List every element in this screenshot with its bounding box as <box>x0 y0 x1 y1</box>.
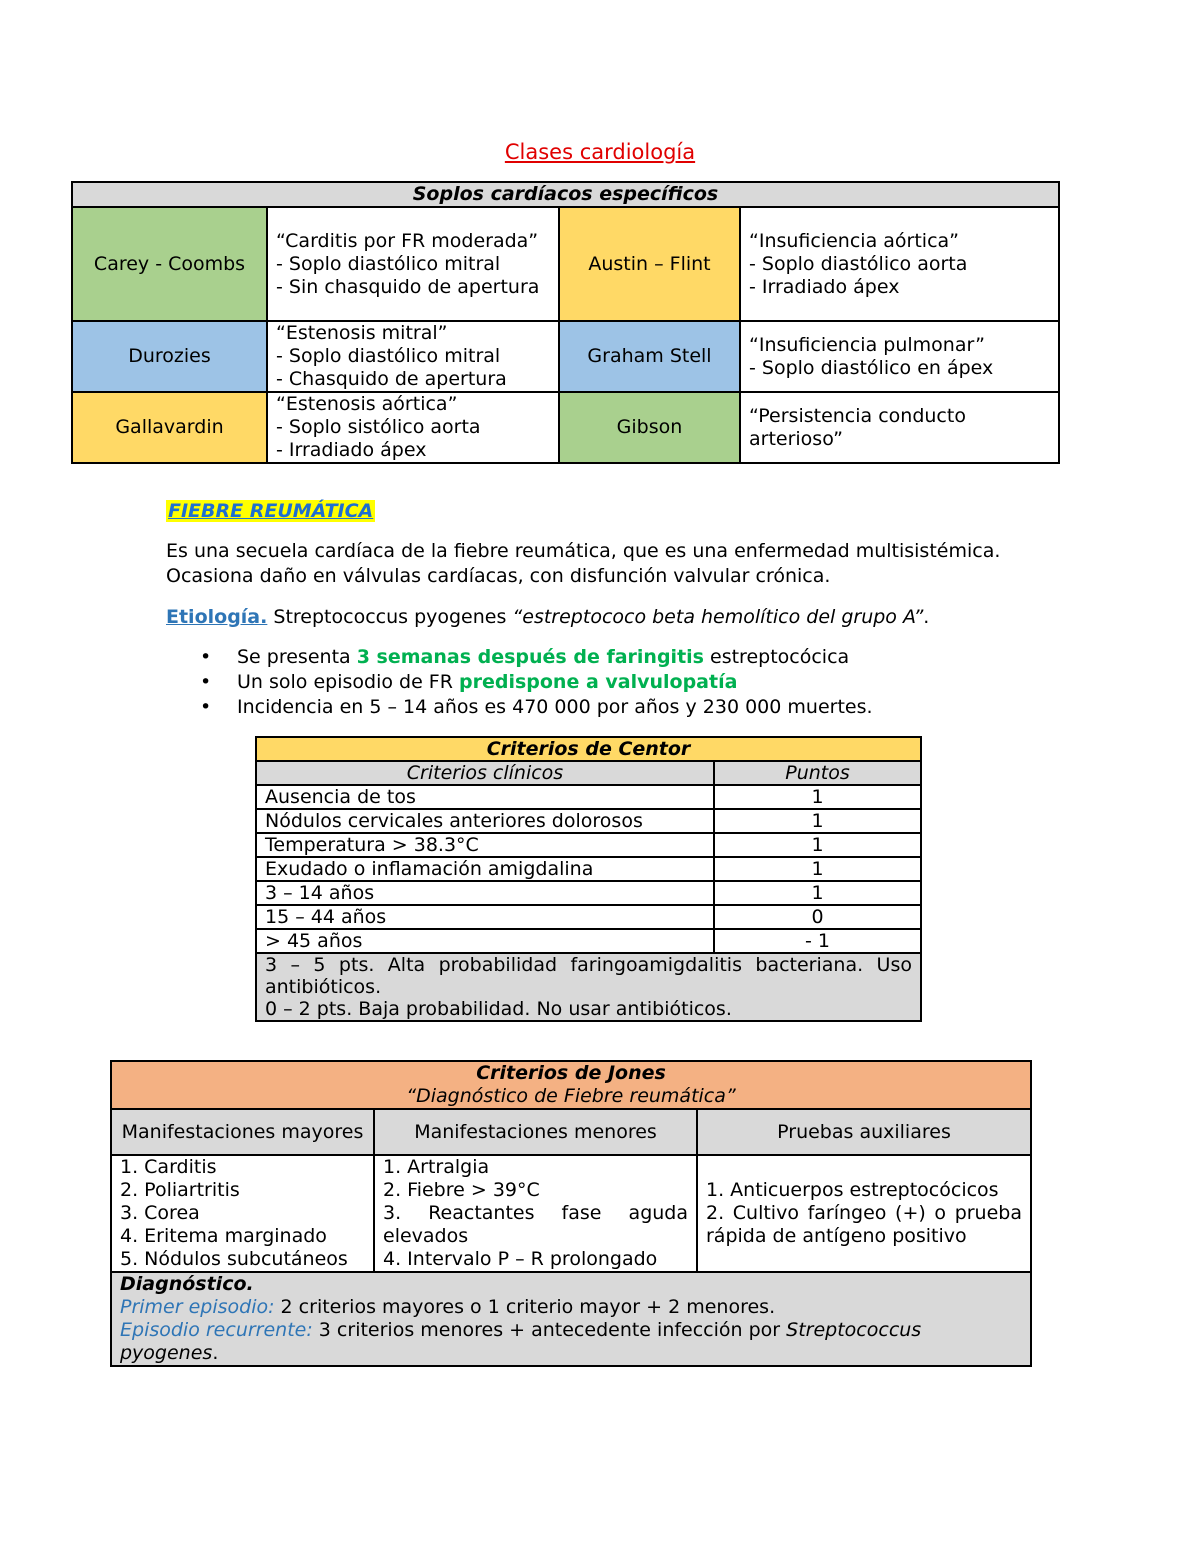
table-row <box>256 833 921 857</box>
jones-col-pruebas: Pruebas auxiliares <box>697 1109 1031 1155</box>
table-row <box>256 785 921 809</box>
table-row <box>256 929 921 953</box>
murmur-desc <box>267 321 559 392</box>
murmur-name: Austin – Flint <box>559 207 740 321</box>
bullet-highlight: predispone a valvulopatía <box>458 671 738 693</box>
desc-line: - Soplo diastólico mitral <box>276 252 501 275</box>
murmur-name: Durozies <box>72 321 267 392</box>
list-item: 5. Nódulos subcutáneos <box>120 1248 348 1270</box>
murmurs-table <box>71 181 1060 464</box>
etiology-paragraph <box>166 605 1066 630</box>
first-label: Primer episodio: <box>120 1296 275 1318</box>
desc-line: “Persistencia conducto arterioso” <box>749 404 966 450</box>
bullet-list <box>200 645 1060 720</box>
bullet-text: Un solo episodio de FR <box>237 671 459 693</box>
jones-header <box>111 1061 1031 1109</box>
desc-line: - Irradiado ápex <box>749 275 900 298</box>
centor-table <box>255 736 922 1022</box>
list-item <box>200 670 1060 695</box>
recurrent-italic: Streptococcus pyogenes <box>120 1319 922 1364</box>
list-item: 2. Cultivo faríngeo (+) o prueba rápida de antígeno positivo <box>706 1202 1022 1247</box>
list-item: 1. Anticuerpos estreptocócicos <box>706 1179 999 1201</box>
bullet-highlight: 3 semanas después de faringitis <box>356 646 704 668</box>
points-cell: 1 <box>714 833 921 857</box>
list-item <box>200 645 1060 670</box>
desc-line: “Insuficiencia aórtica” <box>749 229 960 252</box>
list-item: 3. Reactantes fase aguda elevados <box>383 1202 688 1247</box>
centor-footer <box>256 953 921 1021</box>
murmur-desc <box>740 392 1059 463</box>
murmurs-header: Soplos cardíacos específicos <box>72 182 1059 207</box>
points-cell: - 1 <box>714 929 921 953</box>
list-item: 4. Eritema marginado <box>120 1225 327 1247</box>
criterion-cell: Nódulos cervicales anteriores dolorosos <box>256 809 714 833</box>
criterion-cell: 15 – 44 años <box>256 905 714 929</box>
desc-line: - Soplo diastólico en ápex <box>749 356 994 379</box>
list-item: 1. Artralgia <box>383 1156 490 1178</box>
desc-line: “Estenosis aórtica” <box>276 393 458 415</box>
recurrent-text: 3 criterios menores + antecedente infección por <box>312 1319 787 1341</box>
jones-table <box>110 1060 1032 1367</box>
desc-line: “Estenosis mitral” <box>276 322 448 344</box>
centor-header: Criterios de Centor <box>256 737 921 761</box>
intro-line: Es una secuela cardíaca de la fiebre reumática, que es una enfermedad multisistémica. <box>166 540 1001 562</box>
list-item: 2. Fiebre > 39°C <box>383 1179 540 1201</box>
bullet-icon: • <box>200 646 212 668</box>
murmur-desc <box>740 207 1059 321</box>
criterion-cell: 3 – 14 años <box>256 881 714 905</box>
list-item: 3. Corea <box>120 1202 200 1224</box>
bullet-icon: • <box>200 671 212 693</box>
points-cell: 1 <box>714 881 921 905</box>
desc-line: - Chasquido de apertura <box>276 368 507 390</box>
recurrent-label: Episodio recurrente: <box>120 1319 313 1341</box>
jones-col-mayores: Manifestaciones mayores <box>111 1109 374 1155</box>
diagnosis-label: Diagnóstico. <box>120 1273 254 1295</box>
bullet-text: Se presenta <box>237 646 357 668</box>
footer-line: 0 – 2 pts. Baja probabilidad. No usar antibióticos. <box>265 998 732 1020</box>
mayores-cell <box>111 1155 374 1272</box>
desc-line: “Insuficiencia pulmonar” <box>749 333 985 356</box>
desc-line: - Soplo sistólico aorta <box>276 416 481 438</box>
murmur-desc <box>267 207 559 321</box>
points-cell: 1 <box>714 785 921 809</box>
intro-paragraph <box>166 539 1066 589</box>
etiology-label: Etiología. <box>166 606 268 628</box>
jones-footer <box>111 1272 1031 1366</box>
list-item <box>200 695 1060 720</box>
recurrent-end: . <box>212 1342 219 1364</box>
murmur-name: Carey - Coombs <box>72 207 267 321</box>
etiology-end: . <box>923 606 930 628</box>
jones-title: Criterios de Jones <box>476 1062 666 1084</box>
points-cell: 1 <box>714 809 921 833</box>
table-row <box>256 857 921 881</box>
criterion-cell: Exudado o inflamación amigdalina <box>256 857 714 881</box>
jones-col-menores: Manifestaciones menores <box>374 1109 697 1155</box>
bullet-text: Incidencia en 5 – 14 años es 470 000 por años y 230 000 muertes. <box>237 696 873 718</box>
criterion-cell: > 45 años <box>256 929 714 953</box>
diagnosis-recurrent <box>120 1319 1022 1365</box>
diagnosis-first <box>120 1296 1022 1319</box>
etiology-text: Streptococcus pyogenes <box>267 606 513 628</box>
list-item: 2. Poliartritis <box>120 1179 240 1201</box>
list-item: 1. Carditis <box>120 1156 217 1178</box>
etiology-italic: “estreptococo beta hemolítico del grupo A” <box>512 606 924 628</box>
pruebas-cell <box>697 1155 1031 1272</box>
footer-line: 3 – 5 pts. Alta probabilidad faringoamigdalitis bacteriana. Uso antibióticos. <box>265 954 912 998</box>
page-title: Clases cardiología <box>504 140 696 164</box>
murmur-desc <box>267 392 559 463</box>
first-text: 2 criterios mayores o 1 criterio mayor + 2 menores. <box>274 1296 776 1318</box>
murmur-name: Gibson <box>559 392 740 463</box>
table-row <box>256 881 921 905</box>
points-cell: 1 <box>714 857 921 881</box>
bullet-text: estreptocócica <box>703 646 850 668</box>
list-item: 4. Intervalo P – R prolongado <box>383 1248 658 1270</box>
intro-line: Ocasiona daño en válvulas cardíacas, con disfunción valvular crónica. <box>166 565 831 587</box>
menores-cell <box>374 1155 697 1272</box>
murmur-desc <box>740 321 1059 392</box>
desc-line: “Carditis por FR moderada” <box>276 229 539 252</box>
desc-line: - Soplo diastólico aorta <box>749 252 968 275</box>
centor-col-criteria: Criterios clínicos <box>256 761 714 785</box>
murmur-name: Graham Stell <box>559 321 740 392</box>
table-row <box>256 809 921 833</box>
bullet-icon: • <box>200 696 212 718</box>
criterion-cell: Temperatura > 38.3°C <box>256 833 714 857</box>
jones-subtitle: “Diagnóstico de Fiebre reumática” <box>406 1085 736 1107</box>
table-row <box>256 905 921 929</box>
centor-col-points: Puntos <box>714 761 921 785</box>
desc-line: - Sin chasquido de apertura <box>276 275 540 298</box>
section-heading: FIEBRE REUMÁTICA <box>168 500 374 522</box>
desc-line: - Soplo diastólico mitral <box>276 345 501 367</box>
murmur-name: Gallavardin <box>72 392 267 463</box>
desc-line: - Irradiado ápex <box>276 439 427 461</box>
points-cell: 0 <box>714 905 921 929</box>
criterion-cell: Ausencia de tos <box>256 785 714 809</box>
